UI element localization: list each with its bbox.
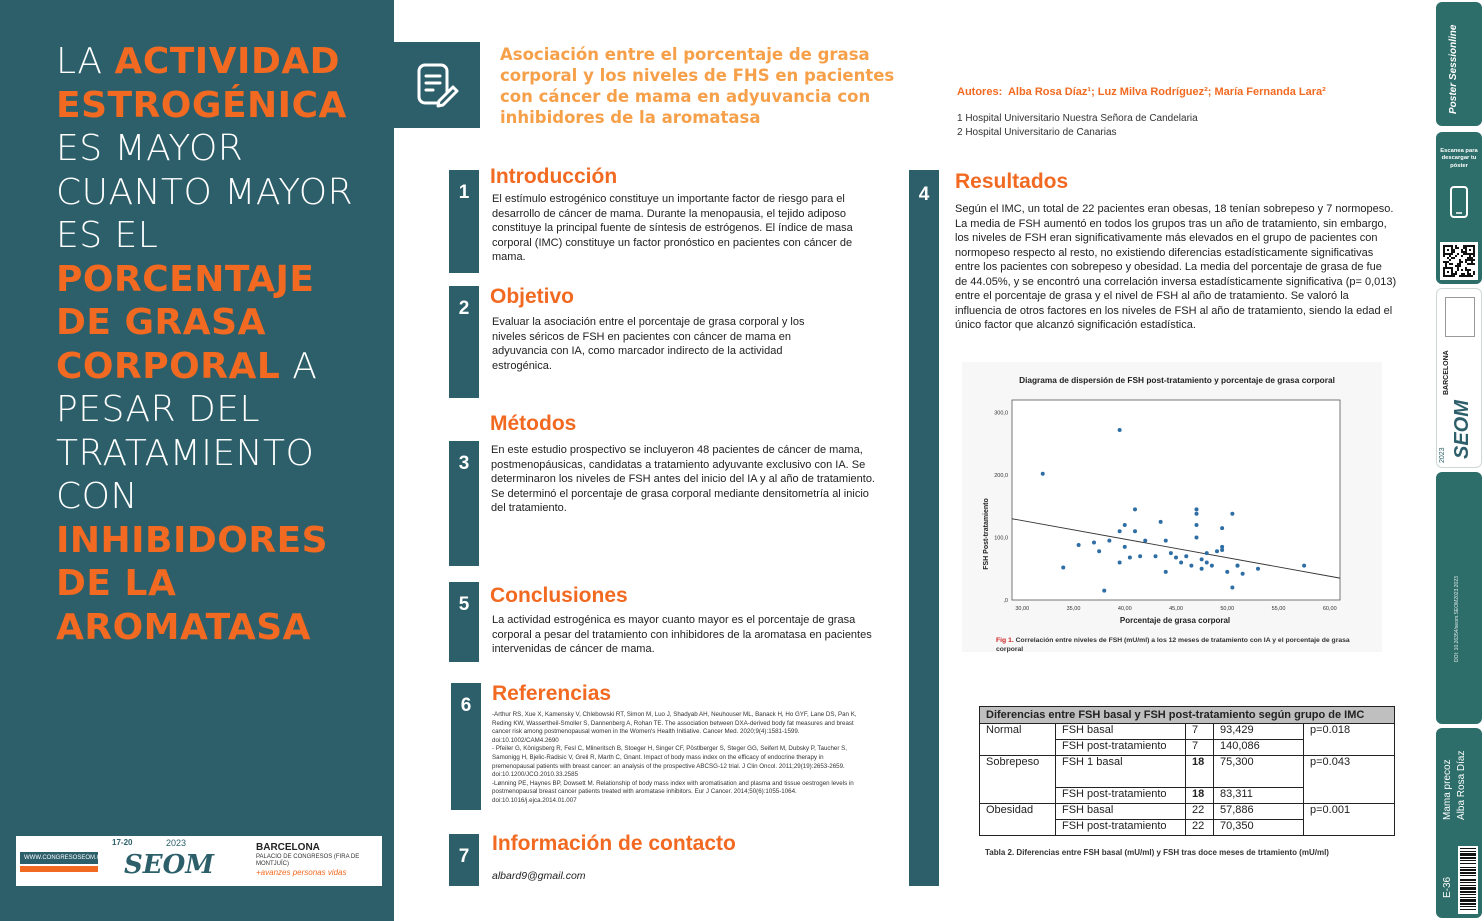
data-point: [1205, 551, 1209, 555]
table-cell-p: p=0.001: [1304, 804, 1395, 836]
table-cell-measure: FSH post-tratamiento: [1056, 788, 1186, 804]
data-point: [1169, 551, 1173, 555]
qr-code-icon[interactable]: [1440, 242, 1478, 280]
y-tick-label: 100,0: [994, 535, 1008, 542]
affiliation-1: 1 Hospital Universitario Nuestra Señora de Candelaria: [957, 113, 1198, 124]
table-cell-measure: FSH basal: [1056, 724, 1186, 740]
section-number-1: 1: [449, 170, 479, 273]
congress-city: BARCELONA: [256, 842, 320, 853]
data-point: [1164, 570, 1168, 574]
y-tick-label: ,0: [1003, 598, 1008, 604]
fsh-table: [979, 706, 1395, 836]
section-body-conclusiones: La actividad estrogénica es mayor cuanto mayor es el porcentaje de grasa corporal a pesar del tratamiento con inhibidores de la aromatasa en pacientes intervenidas de cáncer de mama.: [492, 614, 872, 655]
section-body-metodos: En este estudio prospectivo se incluyeron 48 pacientes de cáncer de mama, postmenopáusicas, candidatas a tratamiento adyuvante exclusivo con IA. Se determinaron los niveles de FSH antes del inicio del IA y al año de tratamiento. Se determinó el porcentaje de grasa corporal mediante densitometría al inicio del tratamiento.: [491, 444, 875, 514]
x-tick-label: 60,00: [1322, 606, 1337, 612]
data-point: [1189, 564, 1193, 568]
data-point: [1118, 561, 1122, 565]
x-tick-label: 45,00: [1169, 606, 1183, 612]
data-point: [1123, 523, 1127, 527]
data-point: [1230, 586, 1234, 590]
data-point: [1133, 507, 1137, 511]
plot-area: [994, 400, 1340, 612]
table-cell-n: 7: [1186, 724, 1214, 740]
data-point: [1164, 539, 1168, 543]
data-point: [1107, 539, 1111, 543]
badge-city: BARCELONA: [1443, 350, 1450, 395]
table-cell-n: 7: [1186, 740, 1214, 756]
qr-code-graphic: [1443, 245, 1475, 277]
authors-names: Alba Rosa Díaz¹; Luz Milva Rodríguez²; María Fernanda Lara²: [1007, 86, 1326, 98]
data-point: [1128, 556, 1132, 560]
data-point: [1241, 572, 1245, 576]
congress-banner: [16, 836, 382, 886]
phone-icon: [1450, 186, 1468, 218]
data-point: [1159, 520, 1163, 524]
figure-caption: [996, 636, 1376, 654]
badge-seom: SEOM: [1451, 400, 1473, 459]
section-title-referencias: Referencias: [492, 682, 612, 705]
data-point: [1174, 556, 1178, 560]
y-tick-label: 300,0: [994, 410, 1008, 417]
table-header-row: [980, 707, 1395, 724]
headline-part-2: ES MAYOR CUANTO MAYOR ES EL: [56, 128, 354, 256]
figure-caption-label: Fig 1.: [996, 637, 1014, 644]
seom-logo: [124, 850, 214, 880]
section-title-metodos: Métodos: [490, 412, 577, 435]
contact-email[interactable]: albard9@gmail.com: [492, 870, 586, 882]
poster-title: Asociación entre el porcentaje de grasa corporal y los niveles de FHS en pacientes con cáncer de mama en adyuvancia con inhibidores de la aromatasa: [500, 45, 895, 127]
congress-slogan: +avanzes personas vidas: [256, 868, 347, 877]
table-row: [980, 724, 1395, 740]
section-body-intro: El estímulo estrogénico constituye un importante factor de riesgo para el desarrollo de cáncer de mama. Durante la menopausia, el tejido adiposo constituye la principal fuente de síntesis de estrógenos. El índice de masa corporal (IMC) constituye un factor pronóstico en pacientes con cáncer de mama.: [492, 193, 853, 263]
data-point: [1236, 564, 1240, 568]
headline-part-1: LA: [56, 41, 115, 82]
section-number-5: 5: [449, 582, 479, 662]
data-point: [1123, 545, 1127, 549]
table-cell-value: 140,086: [1214, 740, 1304, 756]
data-point: [1118, 428, 1122, 432]
data-point: [1061, 566, 1065, 570]
scan-download-box[interactable]: [1436, 132, 1482, 284]
section-number-2: 2: [449, 286, 479, 398]
data-point: [1195, 507, 1199, 511]
data-point: [1205, 561, 1209, 565]
table-cell-p: p=0.018: [1304, 724, 1395, 756]
title-icon-box: [394, 42, 480, 128]
chart-title: Diagrama de dispersión de FSH post-tratamiento y porcentaje de grasa corporal: [1019, 375, 1335, 385]
data-point: [1200, 567, 1204, 571]
section-number-3: 3: [449, 441, 479, 566]
category-text: Mama precoz: [1442, 759, 1453, 820]
data-point: [1092, 541, 1096, 545]
data-point: [1133, 529, 1137, 533]
data-point: [1143, 539, 1147, 543]
seom-congress-badge: [1436, 288, 1482, 468]
headline: [56, 40, 376, 649]
data-point: [1179, 561, 1183, 565]
table-cell-measure: FSH post-tratamiento: [1056, 740, 1186, 756]
y-tick-label: 200,0: [994, 473, 1008, 479]
table-cell-group: Obesidad: [980, 804, 1056, 836]
table-cell-value: 57,886: [1214, 804, 1304, 820]
scan-text: Escanea para descargar tu póster: [1440, 148, 1478, 169]
section-number-4: 4: [909, 170, 939, 886]
section-body-resultados: Según el IMC, un total de 22 pacientes eran obesas, 18 tenían sobrepeso y 7 normopeso. La media de FSH aumentó en todos los grupos tras un año de tratamiento, sin embargo, los niveles de FSH eran significativamente más elevados en el grupo de pacientes con normopeso respecto al resto, no existiendo diferencias estadísticamente significativas entre los pacientes con sobrepeso y obesidad. La media del porcentaje de grasa de fue de 44.05%, y se encontró una correlación inversa estadísticamente significativa (p= 0,013) entre el porcentaje de grasa y el nivel de FSH al año de tratamiento. Se valoró la influencia de otros factores en los niveles de FSH al año de tratamiento, siendo la edad el único factor que alcanzó significación estadística.: [955, 203, 1397, 331]
banner-stripe: [20, 866, 98, 872]
section-body-referencias: -Arthur RS, Xue X, Kamensky V, Chlebowski RT, Simon M, Luo J, Shadyab AH, Neuhouser ML, Banack H, Ho GYF, Lane DS, Pan K, Reding KW, Wassertheil-Smoller S, Dannenberg A, Rohan TE. The association between DXA-derived body fat measures and breast cancer risk among postmenopausal women in the Women's Health Initiative. Cancer Med. 2020;9(4):1581-1599. doi:10.1002/CAM4.2690 - Pfeiler G, Königsberg R, Fesl C, Mlineritsch B, Stoeger H, Singer CF, Pöstlberger S, Steger GG, Seifert M, Dubsky P, Taucher S, Samonigg H, Bjelic-Radisic V, Greil R, Marth C, Gnant. Impact of body mass index on the efficacy of endocrine therapy in premenopausal patients with breast cancer: an analysis of the prospective ABCSG-12 trial. J Clin Oncol. 2011;29(19):2653-2659. doi:10.1200/JCO.2010.33.2585 -Lønning PE, Haynes BP, Dowsett M. Relationship of body mass index with aromatisation and plasma and tissue oestrogen levels in postmenopausal breast cancer patients treated with aromatase inhibitors. Eur J Cancer. 2014;50(6):1055-1064. doi:10.1016/j.ejca.2014.01.007: [492, 711, 857, 804]
x-tick-label: 40,00: [1117, 606, 1132, 612]
table-cell-value: 93,429: [1214, 724, 1304, 740]
section-title-resultados: Resultados: [955, 170, 1069, 193]
table-cell-n: 22: [1186, 820, 1214, 836]
plot-frame: [1012, 400, 1340, 600]
scatter-chart-container: [962, 362, 1382, 652]
x-tick-label: 55,00: [1271, 606, 1286, 612]
headline-highlight-1: ACTIVIDAD ESTROGÉNICA: [56, 41, 347, 126]
seom-logo-text: SEOM: [124, 850, 215, 880]
data-point: [1220, 548, 1224, 552]
table-caption: Tabla 2. Diferencias entre FSH basal (mU/ml) y FSH tras doce meses de trtamiento (mU/ml): [985, 848, 1329, 857]
section-title-objetivo: Objetivo: [490, 285, 575, 308]
data-point: [1225, 570, 1229, 574]
data-point: [1184, 554, 1188, 558]
section-title-conclusiones: Conclusiones: [490, 584, 628, 607]
congress-dates: 17-20: [112, 838, 133, 847]
data-point: [1215, 549, 1219, 553]
x-tick-label: 35,00: [1066, 606, 1081, 612]
data-point: [1195, 523, 1199, 527]
barcode-graphic: [1458, 846, 1478, 914]
table-row: [980, 804, 1395, 820]
x-tick-label: 50,00: [1220, 606, 1235, 612]
data-point: [1195, 536, 1199, 540]
brand-text: Poster Sessionline: [1448, 24, 1459, 114]
document-edit-icon: [415, 61, 459, 109]
badge-corner-mark: [1445, 297, 1475, 337]
congress-year: 2023: [166, 838, 187, 848]
data-point: [1102, 589, 1106, 593]
table-cell-n: 22: [1186, 804, 1214, 820]
section-body-objetivo: Evaluar la asociación entre el porcentaje de grasa corporal y los niveles séricos de FSH en pacientes con cáncer de mama en adyuvancia con IA, como marcador indirecto de la actividad estrogénica.: [492, 316, 805, 372]
headline-part-3: A PESAR DEL TRATAMIENTO CON: [56, 345, 318, 517]
headline-highlight-2: PORCENTAJE DE GRASA CORPORAL: [56, 258, 315, 387]
congress-venue: PALACIO DE CONGRESOS (FIRA DE MONTJUÏC): [256, 854, 360, 867]
headline-highlight-3: INHIBIDORES DE LA AROMATASA: [56, 519, 329, 648]
x-tick-label: 30,00: [1015, 606, 1030, 612]
doi-text: DOI: 10.26354/seom.SEOM2023.2023: [1454, 576, 1460, 662]
data-point: [1097, 549, 1101, 553]
authors-label: Autores: [957, 86, 999, 98]
data-point: [1077, 543, 1081, 547]
barcode-icon: [1458, 846, 1478, 914]
data-point: [1220, 526, 1224, 530]
data-point: [1138, 554, 1142, 558]
table-cell-n: 18: [1186, 788, 1214, 804]
authors: Autores: Alba Rosa Díaz¹; Luz Milva Rodríguez²; María Fernanda Lara²: [957, 86, 1326, 98]
data-point: [1041, 472, 1045, 476]
section-number-6: 6: [451, 683, 481, 810]
data-point: [1154, 554, 1158, 558]
doi-strip: [1436, 472, 1482, 724]
left-panel: [0, 0, 394, 921]
congress-url[interactable]: WWW.CONGRESOSEOM.ORG: [20, 852, 98, 864]
poster-info-strip: [1436, 728, 1482, 918]
data-point: [1195, 512, 1199, 516]
badge-year: 2023: [1439, 447, 1446, 463]
table-cell-measure: FSH 1 basal: [1056, 756, 1186, 788]
chart-y-label: FSH Post-tratamiento: [983, 498, 990, 570]
table-row: [980, 756, 1395, 788]
author-text: Alba Rosa Díaz: [1456, 750, 1467, 820]
table-cell-measure: FSH basal: [1056, 804, 1186, 820]
data-point: [1200, 557, 1204, 561]
section-number-7: 7: [449, 834, 479, 886]
table-cell-value: 70,350: [1214, 820, 1304, 836]
poster-sessionline-badge: [1436, 2, 1482, 126]
figure-caption-text: Correlación entre niveles de FSH (mU/ml) a los 12 meses de tratamiento con IA y el porcentaje de grasa corporal: [996, 637, 1350, 653]
data-point: [1210, 564, 1214, 568]
section-title-contacto: Información de contacto: [492, 832, 736, 855]
data-point: [1302, 564, 1306, 568]
table-cell-group: Sobrepeso: [980, 756, 1056, 804]
scatter-chart: [962, 362, 1382, 632]
data-point: [1118, 529, 1122, 533]
affiliations: [957, 112, 1198, 140]
table-cell-p: p=0.043: [1304, 756, 1395, 804]
affiliation-2: 2 Hospital Universitario de Canarias: [957, 127, 1117, 138]
table-cell-value: 83,311: [1214, 788, 1304, 804]
table-cell-group: Normal: [980, 724, 1056, 756]
data-point: [1230, 512, 1234, 516]
table-cell-value: 75,300: [1214, 756, 1304, 788]
chart-x-label: Porcentaje de grasa corporal: [1119, 616, 1231, 625]
data-point: [1256, 567, 1260, 571]
poster-code: E-36: [1442, 876, 1453, 898]
section-title-intro: Introducción: [490, 165, 618, 188]
table-cell-n: 18: [1186, 756, 1214, 788]
table-header: Diferencias entre FSH basal y FSH post-tratamiento según grupo de IMC: [980, 707, 1395, 724]
table-cell-measure: FSH post-tratamiento: [1056, 820, 1186, 836]
